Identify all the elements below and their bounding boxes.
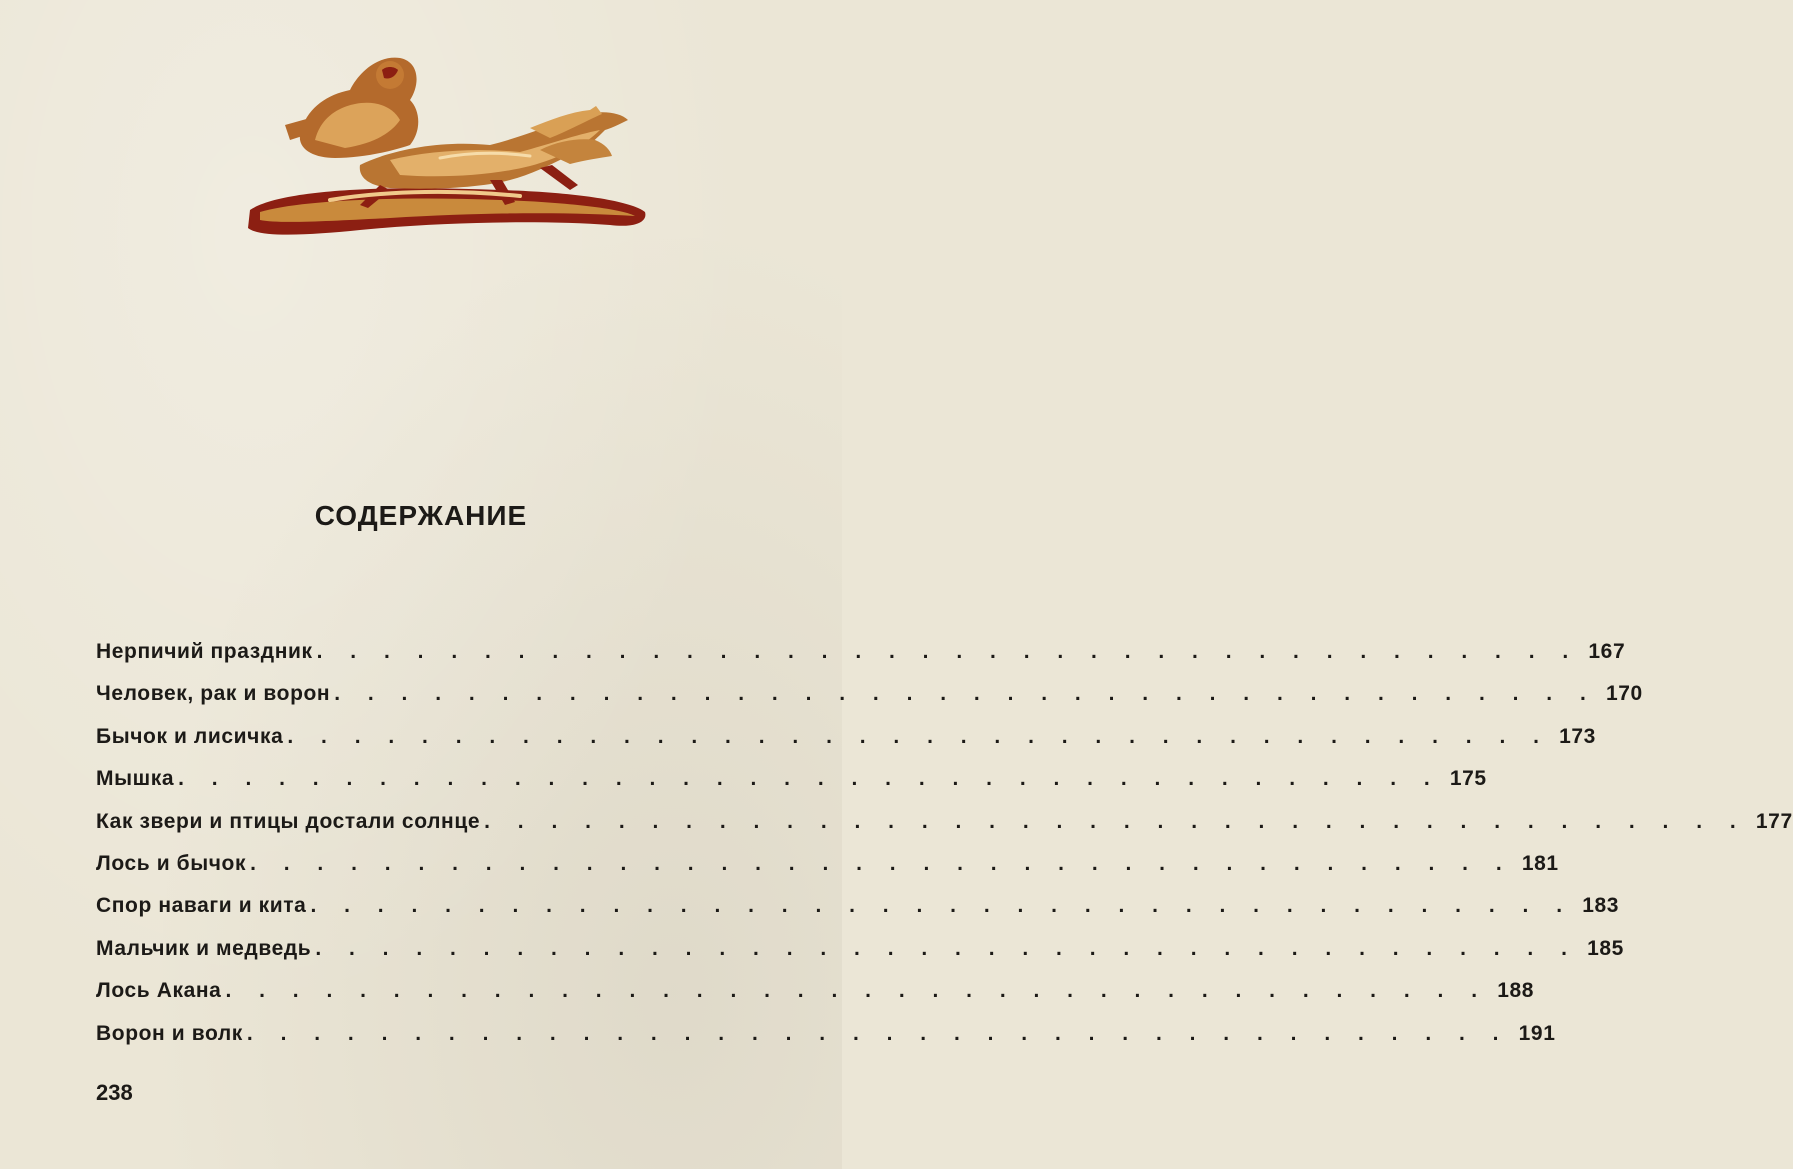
toc-dot-leader: . . . . . . . . . . . . . . . . . . . . . . . . . . . . . . . . . . . . . .	[250, 851, 1513, 875]
toc-entry-title: Лось и бычок	[96, 851, 247, 875]
toc-entry-title: Лось Акана	[96, 979, 222, 1003]
toc-entry	[96, 936, 1624, 979]
toc-entry-title: Спор наваги и кита	[96, 894, 307, 918]
toc-entry-page: 167	[1588, 640, 1626, 663]
toc-entry	[96, 1021, 1556, 1064]
toc-entry-page: 177	[1755, 809, 1793, 833]
toc-entry-title: Мальчик и медведь	[96, 936, 312, 960]
toc-dot-leader: . . . . . . . . . . . . . . . . . . . . . . . . . . . . . . . . . . . . . .	[334, 682, 1597, 706]
toc-entry-page: 191	[1518, 1021, 1556, 1045]
toc-entry	[96, 640, 1626, 682]
toc-entry-page: 185	[1587, 936, 1624, 960]
toc-dot-leader: . . . . . . . . . . . . . . . . . . . . . . . . . . . . . . . . . . . . . .	[484, 809, 1747, 833]
toc-entry-title: Человек, рак и ворон	[96, 682, 331, 706]
toc-entry-page: 188	[1497, 979, 1535, 1003]
toc-entry-page: 181	[1521, 851, 1559, 875]
toc-dot-leader: . . . . . . . . . . . . . . . . . . . . . . . . . . . . . . . . . . . . . .	[178, 767, 1441, 791]
toc-entry	[96, 682, 1643, 724]
toc-entry	[96, 767, 1487, 809]
toc-entry	[96, 851, 1559, 894]
toc-entry	[96, 894, 1620, 936]
page-title: СОДЕРЖАНИЕ	[314, 500, 528, 531]
toc-dot-leader: . . . . . . . . . . . . . . . . . . . . . . . . . . . . . . . . . . . . . .	[316, 640, 1580, 663]
toc-entry	[96, 809, 1793, 852]
toc-entry-page: 183	[1582, 894, 1620, 918]
toc-dot-leader: . . . . . . . . . . . . . . . . . . . . . . . . . . . . . . . . . . . . . .	[310, 894, 1574, 918]
toc-entry-page: 175	[1449, 767, 1487, 791]
toc-entry-title: Как звери и птицы достали солнце	[96, 809, 481, 833]
page-number: 238	[96, 1080, 133, 1105]
toc-entry-page: 173	[1559, 724, 1596, 748]
toc-entry	[96, 979, 1535, 1021]
toc-dot-leader: . . . . . . . . . . . . . . . . . . . . . . . . . . . . . . . . . . . . . .	[225, 979, 1489, 1003]
toc-entry-title: Мышка	[96, 767, 175, 791]
table-of-contents	[96, 640, 1793, 1064]
toc-entry-title: Ворон и волк	[96, 1021, 243, 1045]
toc-dot-leader: . . . . . . . . . . . . . . . . . . . . . . . . . . . . . . . . . . . . . .	[287, 724, 1550, 748]
toc-entry-title: Нерпичий праздник	[96, 640, 313, 663]
toc-entry	[96, 724, 1596, 767]
toc-entry-page: 170	[1605, 682, 1643, 706]
sled-illustration	[240, 40, 660, 255]
toc-entry-title: Бычок и лисичка	[96, 724, 284, 748]
toc-dot-leader: . . . . . . . . . . . . . . . . . . . . . . . . . . . . . . . . . . . . . .	[315, 936, 1578, 960]
toc-dot-leader: . . . . . . . . . . . . . . . . . . . . . . . . . . . . . . . . . . . . . .	[246, 1021, 1510, 1045]
